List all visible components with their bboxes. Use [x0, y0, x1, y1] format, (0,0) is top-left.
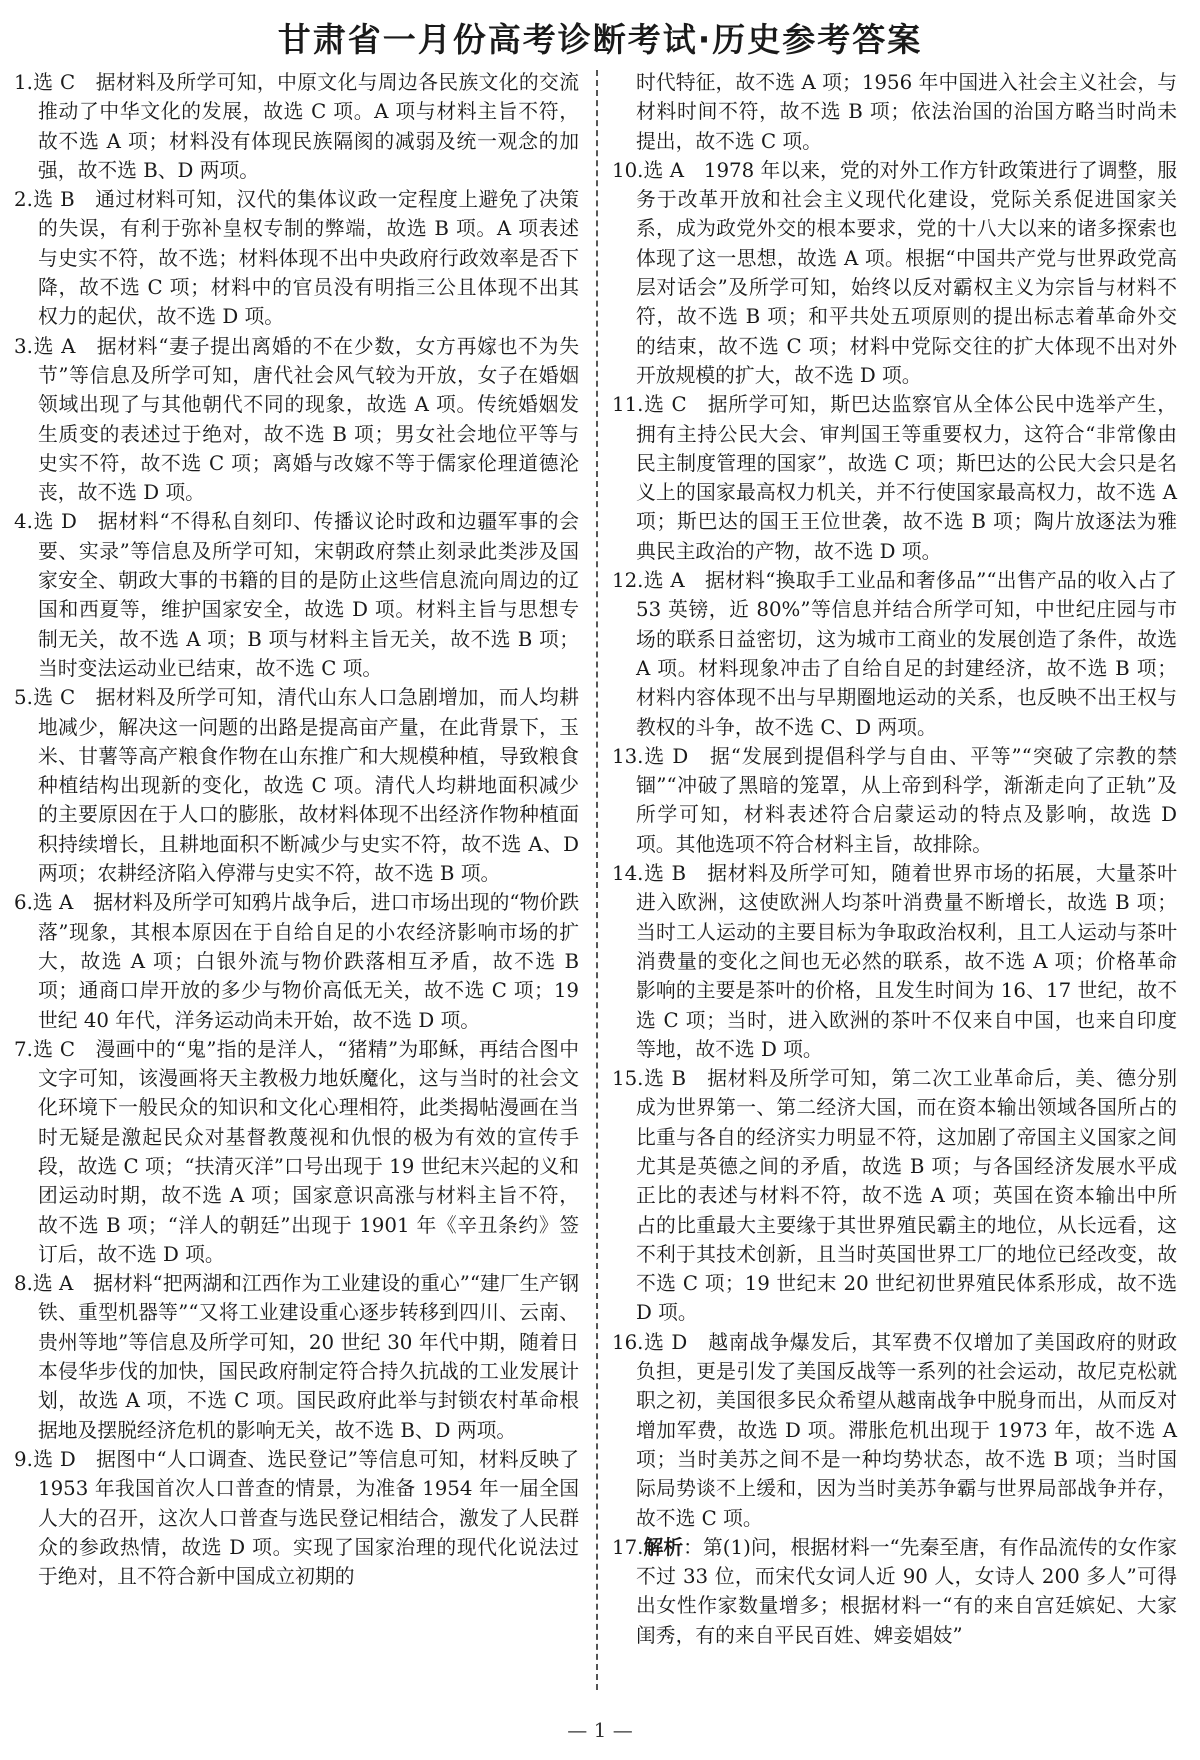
left-column — [14, 68, 579, 1591]
question-2: 2.选 B 通过材料可知，汉代的集体议政一定程度上避免了决策的失误，有利于弥补皇权专制的弊端，故选 B 项。A 项表述与史实不符，故不选；材料体现不出中央政府行政效率是否下降，故不选 C 项；材料中的官员没有明指三公且体现不出其权力的起伏，故不选 D 项。 — [14, 188, 579, 329]
question-8: 8.选 A 据材料“把两湖和江西作为工业建设的重心”“建厂生产钢铁、重型机器等”“又将工业建设重心逐步转移到四川、云南、贵州等地”等信息及所学可知，20 世纪 30 年代中期，随着日本侵华步伐的加快，国民政府制定符合持久抗战的工业发展计划，故选 A 项，不选 C 项。国民政府此举与封锁农村革命根据地及摆脱经济危机的影响无关，故不选 B、D 两项。 — [14, 1272, 580, 1442]
question-3: 3.选 A 据材料“妻子提出离婚的不在少数，女方再嫁也不为失节”等信息及所学可知，唐代社会风气较为开放，女子在婚姻领域出现了与其他朝代不同的现象，故选 A 项。传统婚姻发生质变的表述过于绝对，故不选 B 项；男女社会地位平等与史实不符，故不选 C 项；离婚与改嫁不等于儒家伦理道德沦丧，故不选 D 项。 — [14, 334, 579, 505]
question-6: 6.选 A 据材料及所学可知鸦片战争后，进口市场出现的“物价跌落”现象，其根本原因在于自给自足的小农经济影响市场的扩大，故选 A 项；白银外流与物价跌落相互矛盾，故不选 B 项；通商口岸开放的多少与物价高低无关，故不选 C 项；19 世纪 40 年代，洋务运动尚未开始，故不选 D 项。 — [14, 891, 580, 1032]
question-16: 16.选 D 越南战争爆发后，其军费不仅增加了美国政府的财政负担，更是引发了美国反战等一系列的社会运动，故尼克松就职之初，美国很多民众希望从越南战争中脱身而出，从而反对增加军费，故选 D 项。滞胀危机出现于 1973 年，故不选 A 项；当时美苏之间不是一种均势状态，故不选 B 项；当时国际局势谈不上缓和，因为当时美苏争霸与世界局部战争并存，故不选 C 项。 — [612, 1330, 1177, 1530]
question-13: 13.选 D 据“发展到提倡科学与自由、平等”“突破了宗教的禁锢”“冲破了黑暗的笼罩，从上帝到科学，渐渐走向了正轨”及所学可知，材料表述符合启蒙运动的特点及影响，故选 D 项。其他选项不符合材料主旨，故排除。 — [612, 744, 1177, 856]
question-7: 7.选 C 漫画中的“鬼”指的是洋人，“猪精”为耶稣，再结合图中文字可知，该漫画将天主教极力地妖魔化，这与当时的社会文化环境下一般民众的知识和文化心理相符，此类揭帖漫画在当时无疑是激起民众对基督教蔑视和仇恨的极为有效的宣传手段，故选 C 项；“扶清灭洋”口号出现于 19 世纪末兴起的义和团运动时期，故不选 A 项；国家意识高涨与材料主旨不符，故不选 B 项；“洋人的朝廷”出现于 1901 年《辛丑条约》签订后，故不选 D 项。 — [14, 1037, 579, 1266]
question-14: 14.选 B 据材料及所学可知，随着世界市场的拓展，大量茶叶进入欧洲，这使欧洲人均茶叶消费量不断增长，故选 B 项；当时工人运动的主要目标为争取政治权利，且工人运动与茶叶消费量的变化之间也无必然的联系，故不选 A 项；价格革命影响的主要是茶叶的价格，且发生时间为 16、17 世纪，故不选 C 项；当时，进入欧洲的茶叶不仅来自中国，也来自印度等地，故不选 D 项。 — [612, 862, 1177, 1061]
column-divider — [596, 70, 598, 1690]
question-10: 10.选 A 1978 年以来，党的对外工作方针政策进行了调整，服务于改革开放和社会主义现代化建设，党际关系促进国家关系，成为政党外交的根本要求，党的十八大以来的诸多探索也体现了这一思想，故选 A 项。根据“中国共产党与世界政党高层对话会”及所学可知，始终以反对霸权主义为宗旨与材料不符，故不选 B 项；和平共处五项原则的提出标志着革命外交的结束，故不选 C 项；材料中党际交往的扩大体现不出对外开放规模的扩大，故不选 D 项。 — [612, 158, 1177, 387]
right-column — [612, 68, 1177, 1650]
page-number: — 1 — — [567, 1718, 633, 1742]
question-12: 12.选 A 据材料“換取手工业品和奢侈品”“出售产品的收入占了 53 英镑，近 80%”等信息并结合所学可知，中世纪庄园与市场的联系日益密切，这为城市工商业的发展创造了条件，故选 A 项。材料现象冲击了自给自足的封建经济，故不选 B 项；材料内容体现不出与早期圈地运动的关系，也反映不出王权与教权的斗争，故不选 C、D 两项。 — [612, 569, 1177, 739]
question-1: 1.选 C 据材料及所学可知，中原文化与周边各民族文化的交流推动了中华文化的发展，故选 C 项。A 项与材料主旨不符，故不选 A 项；材料没有体现民族隔阂的减弱及统一观念的加强，故不选 B、D 两项。 — [14, 71, 579, 182]
question-17: 17.解析：第(1)问，根据材料一“先秦至唐，有作品流传的女作家不过 33 位，而宋代女词人近 90 人，女诗人 200 多人”可得出女性作家数量增多；根据材料一“有的来自宫廷嫔妃、大家闺秀，有的来自平民百姓、婢妾娼妓” — [612, 1534, 1177, 1647]
question-15: 15.选 B 据材料及所学可知，第二次工业革命后，美、德分别成为世界第一、第二经济大国，而在资本输出领域各国所占的比重与各自的经济实力明显不符，这加剧了帝国主义国家之间尤其是英德之间的矛盾，故选 B 项；与各国经济发展水平成正比的表述与材料不符，故不选 A 项；英国在资本输出中所占的比重最大主要缘于其世界殖民霸主的地位，从长远看，这不利于其技术创新，且当时英国世界工厂的地位已经改变，故不选 C 项；19 世纪末 20 世纪初世界殖民体系形成，故不选 D 项。 — [612, 1067, 1177, 1325]
question-11: 11.选 C 据所学可知，斯巴达监察官从全体公民中选举产生，拥有主持公民大会、审判国王等重要权力，这符合“非常像由民主制度管理的国家”，故选 C 项；斯巴达的公民大会只是名义上的国家最高权力机关，并不行使国家最高权力，故不选 A 项；斯巴达的国王王位世袭，故不选 B 项；陶片放逐法为雅典民主政治的产物，故不选 D 项。 — [612, 393, 1177, 563]
page-title: 甘肃省一月份高考诊断考试·历史参考答案 — [277, 20, 923, 59]
question-4: 4.选 D 据材料“不得私自刻印、传播议论时政和边疆军事的会要、实录”等信息及所学可知，宋朝政府禁止刻录此类涉及国家安全、朝政大事的书籍的目的是防止这些信息流向周边的辽国和西夏等，维护国家安全，故选 D 项。材料主旨与思想专制无关，故不选 A 项；B 项与材料主旨无关，故不选 B 项；当时变法运动业已结束，故不选 C 项。 — [14, 510, 579, 680]
question-9: 9.选 D 据图中“人口调查、选民登记”等信息可知，材料反映了 1953 年我国首次人口普查的情景，为准备 1954 年一届全国人大的召开，这次人口普查与选民登记相结合，激发了人民群众的参政热情，故选 D 项。实现了国家治理的现代化说法过于绝对，且不符合新中国成立初期的 — [14, 1447, 579, 1589]
question-9-continuation: 时代特征，故不选 A 项；1956 年中国进入社会主义社会，与材料时间不符，故不选 B 项；依法治国的治国方略当时尚未提出，故不选 C 项。 — [636, 71, 1177, 153]
question-5: 5.选 C 据材料及所学可知，清代山东人口急剧增加，而人均耕地减少，解决这一问题的出路是提高亩产量，在此背景下，玉米、甘薯等高产粮食作物在山东推广和大规模种植，导致粮食种植结构出现新的变化，故选 C 项。清代人均耕地面积减少的主要原因在于人口的膨胀，故材料体现不出经济作物种植面积持续增长，且耕地面积不断减少与史实不符，故不选 A、D 两项；农耕经济陷入停滞与史实不符，故不选 B 项。 — [14, 686, 579, 886]
